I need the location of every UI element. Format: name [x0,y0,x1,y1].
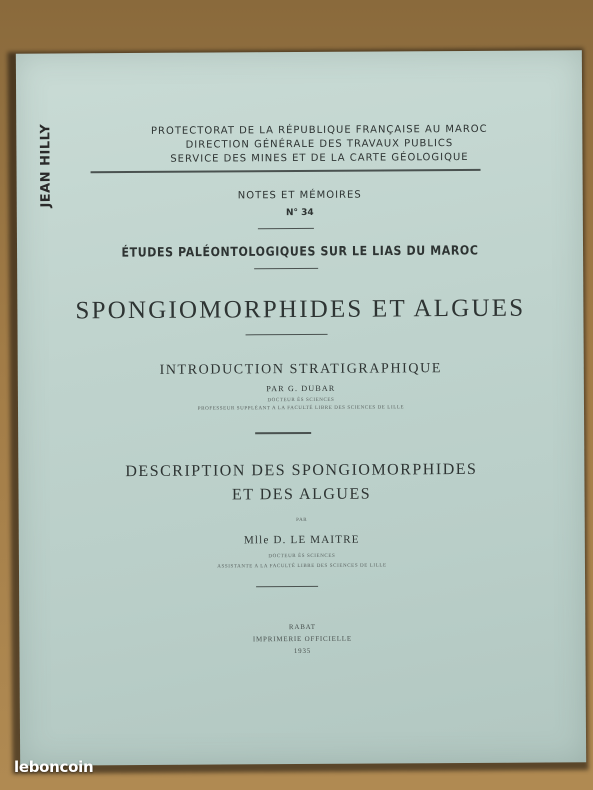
document-cover [16,50,586,765]
handwritten-signature: JEAN HILLY [38,123,54,208]
part2-par: PAR [296,517,308,524]
part2-title-line-1: DESCRIPTION DES SPONGIOMORPHIDES [125,460,478,481]
part1-credential-2: PROFESSEUR SUPPLÉANT A LA FACULTÉ LIBRE DES SCIENCES DE LILLE [197,405,405,412]
series-number: N° 34 [285,207,314,219]
rule-short-4 [255,432,311,434]
rule-short-5 [256,586,318,587]
part2-credential-2: ASSISTANTE A LA FACULTÉ LIBRE DES SCIENCES DE LILLE [217,563,387,570]
part2-credential-1: DOCTEUR ÈS SCIENCES [268,553,336,560]
part1-title: INTRODUCTION STRATIGRAPHIQUE [159,361,443,378]
header-line-2: DIRECTION GÉNÉRALE DES TRAVAUX PUBLICS [185,138,454,151]
imprint-printer: IMPRIMERIE OFFICIELLE [252,634,352,644]
main-title: SPONGIOMORPHIDES ET ALGUES [75,294,526,325]
imprint-year: 1935 [293,646,312,656]
part1-author: PAR G. DUBAR [266,383,336,394]
part2-title-line-2: ET DES ALGUES [231,485,372,504]
header-line-1: PROTECTORAT DE LA RÉPUBLIQUE FRANÇAISE AU MAROC [150,123,488,137]
series-title: ÉTUDES PALÉONTOLOGIQUES SUR LE LIAS DU MAROC [121,242,479,261]
header-line-3: SERVICE DES MINES ET DE LA CARTE GÉOLOGIQUE [170,151,469,165]
part1-credential-1: DOCTEUR ÈS SCIENCES [267,397,335,404]
rule-short-3 [246,334,328,336]
rule-short-2 [254,268,318,269]
imprint-city: RABAT [288,622,316,632]
series-label: NOTES ET MÉMOIRES [237,189,362,202]
site-watermark: leboncoin [14,758,94,776]
part2-author: Mlle D. LE MAITRE [243,533,360,547]
rule-short-1 [258,228,314,229]
header-rule [91,169,481,173]
